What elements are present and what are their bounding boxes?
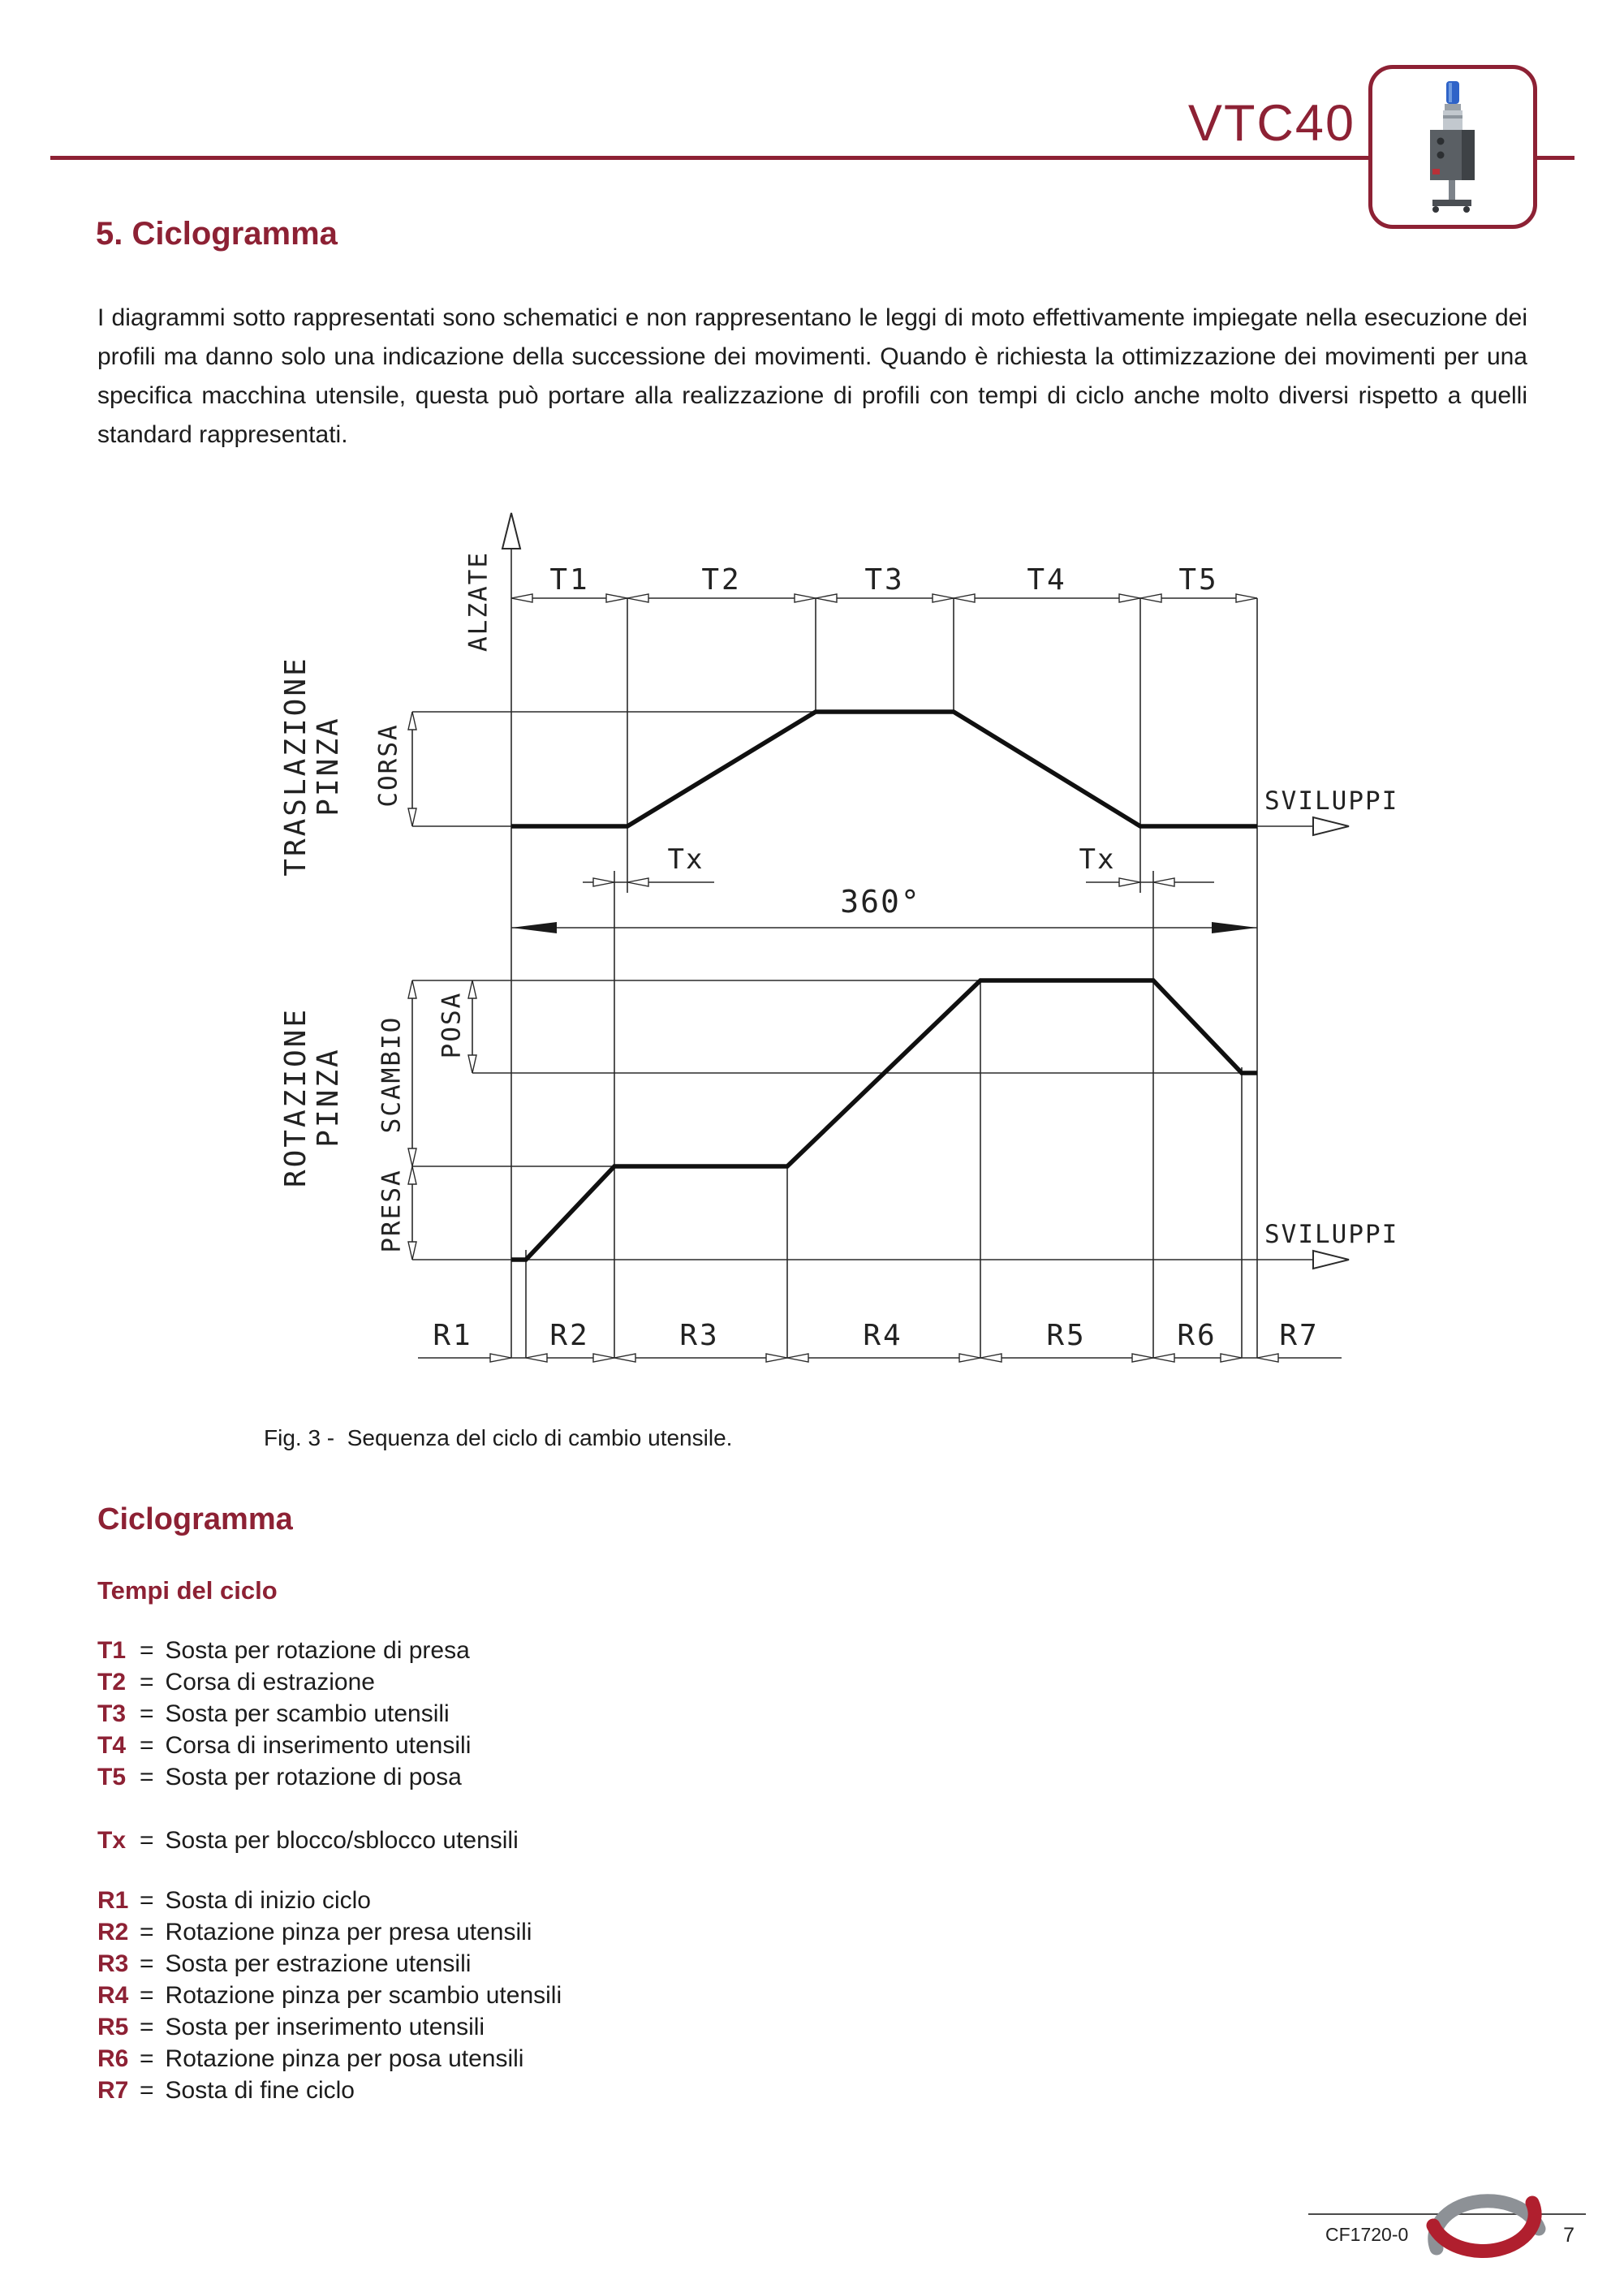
legend-desc: Corsa di estrazione: [165, 1669, 375, 1696]
legend-key: R3: [97, 1950, 129, 1977]
t1-segment-label: T1: [549, 563, 590, 597]
sviluppi-bottom-arrow-icon: [1313, 1251, 1349, 1269]
list-item: [97, 2075, 562, 2106]
tool-foot-2: [1463, 206, 1470, 213]
intro-paragraph: I diagrammi sotto rappresentati sono schematici e non rappresentano le leggi di moto effettivamente impiegate nella esecuzione dei profili ma danno solo una indicazione della successione dei movimenti. Quando è richiesta la ottimizzazione dei movimenti per una specifica macchina utensile, questa può portare alla realizzazione di profili con tempi di ciclo anche molto diversi rispetto a quelli standard rappresentati.: [97, 304, 1527, 448]
axis-arrowheads: [502, 513, 1349, 1269]
tx-right-label: Tx: [1079, 843, 1116, 876]
legend-key: R4: [97, 1982, 129, 2009]
diagram-lines: [412, 549, 1342, 1358]
r-legend-list: [97, 1885, 562, 2106]
posa-label: POSA: [437, 991, 467, 1059]
r2-segment-label: R2: [549, 1319, 590, 1352]
tool-side-face: [1462, 130, 1475, 180]
product-title: VTC40: [1187, 95, 1355, 152]
list-item: [97, 1761, 471, 1793]
tool-collar: [1445, 104, 1461, 110]
r7-segment-label: R7: [1279, 1319, 1320, 1352]
tool-foot-1: [1432, 206, 1439, 213]
legend-desc: Sosta di fine ciclo: [165, 2077, 355, 2104]
legend-desc: Sosta per scambio utensili: [165, 1700, 450, 1727]
legend-desc: Sosta di inizio ciclo: [165, 1887, 371, 1914]
cycle-diagram: [0, 487, 1624, 1461]
legend-desc: Rotazione pinza per scambio utensili: [165, 1982, 562, 2009]
equals-sign: =: [140, 2014, 154, 2040]
presa-label: PRESA: [377, 1169, 407, 1253]
tool-blue-cap: [1446, 81, 1459, 104]
list-item: [97, 2043, 562, 2075]
tool-shaft: [1449, 180, 1455, 200]
r5-segment-label: R5: [1046, 1319, 1087, 1352]
sviluppi-top-label: SVILUPPI: [1264, 786, 1399, 816]
r4-segment-label: R4: [863, 1319, 903, 1352]
alzate-axis-label: ALZATE: [463, 551, 493, 652]
equals-sign: =: [140, 2077, 154, 2104]
list-item: [97, 1916, 562, 1948]
legend-desc: Sosta per inserimento utensili: [165, 2014, 485, 2040]
equals-sign: =: [140, 1919, 154, 1945]
scambio-label: SCAMBIO: [377, 1015, 407, 1134]
legend-desc: Rotazione pinza per posa utensili: [165, 2045, 524, 2072]
list-item: [97, 1730, 471, 1761]
list-item: [97, 1698, 471, 1730]
translation-profile: [511, 712, 1257, 826]
legend-desc: Sosta per rotazione di presa: [165, 1637, 470, 1664]
sviluppi-top-arrow-icon: [1313, 817, 1349, 835]
r6-segment-label: R6: [1177, 1319, 1217, 1352]
traslazione-label: TRASLAZIONE: [279, 656, 312, 877]
t3-segment-label: T3: [864, 563, 905, 597]
legend-desc: Corsa di inserimento utensili: [165, 1732, 472, 1759]
corsa-label: CORSA: [373, 723, 403, 808]
legend-key: T3: [97, 1700, 127, 1727]
tx-legend-row: [97, 1825, 519, 1856]
r1-segment-label: R1: [433, 1319, 473, 1352]
legend-desc: Sosta per estrazione utensili: [165, 1950, 472, 1977]
t-legend-list: [97, 1635, 471, 1793]
legend-key: R7: [97, 2077, 129, 2104]
list-item: [97, 1948, 562, 1980]
section-title: 5. Ciclogramma: [96, 216, 338, 252]
equals-sign: =: [140, 1887, 154, 1914]
tool-hole-1: [1437, 138, 1445, 145]
list-item: [97, 1980, 562, 2011]
r3-segment-label: R3: [679, 1319, 720, 1352]
pinza-top-label: PINZA: [312, 716, 345, 817]
legend-key: T5: [97, 1764, 127, 1790]
legend-title: Ciclogramma: [97, 1502, 293, 1536]
equals-sign: =: [140, 1982, 154, 2009]
list-item: [97, 1635, 471, 1666]
legend-key: R1: [97, 1887, 129, 1914]
tool-base: [1432, 200, 1471, 206]
equals-sign: =: [140, 2045, 154, 2072]
page-number: 7: [1563, 2224, 1574, 2247]
figure-caption: Fig. 3 - Sequenza del ciclo di cambio utensile.: [264, 1425, 733, 1450]
product-thumbnail-box: [1368, 65, 1537, 229]
tool-hole-2: [1437, 152, 1445, 159]
equals-sign: =: [140, 1950, 154, 1977]
tool-groove: [1443, 115, 1462, 118]
legend-key: T1: [97, 1637, 127, 1664]
deg360-label: 360°: [840, 884, 921, 920]
t2-segment-label: T2: [701, 563, 742, 597]
list-item: [97, 2011, 562, 2043]
legend-subtitle: Tempi del ciclo: [97, 1576, 278, 1605]
list-item: [97, 1666, 471, 1698]
brand-logo: [1419, 2178, 1553, 2274]
document-code: CF1720-0: [1325, 2224, 1409, 2245]
motion-profiles: [511, 712, 1257, 1260]
list-item: [97, 1885, 562, 1916]
legend-key: R5: [97, 2014, 129, 2040]
equals-sign: =: [140, 1732, 154, 1759]
header-rule: [50, 156, 1574, 160]
pinza-bottom-label: PINZA: [312, 1047, 345, 1148]
sviluppi-bottom-label: SVILUPPI: [1264, 1220, 1399, 1249]
legend-key: R6: [97, 2045, 129, 2072]
equals-sign: =: [140, 1637, 154, 1664]
rotation-profile: [511, 980, 1257, 1260]
tool-upper-body: [1443, 110, 1462, 130]
legend-key: T4: [97, 1732, 127, 1759]
t5-segment-label: T5: [1178, 563, 1219, 597]
equals-sign: =: [140, 1700, 154, 1727]
legend-desc: Rotazione pinza per presa utensili: [165, 1919, 532, 1945]
legend-key: T2: [97, 1669, 127, 1696]
list-item: [97, 1825, 519, 1856]
equals-sign: =: [140, 1669, 154, 1696]
legend-desc: Sosta per rotazione di posa: [165, 1764, 462, 1790]
legend-key: R2: [97, 1919, 129, 1945]
tx-left-label: Tx: [667, 843, 704, 876]
rotazione-label: ROTAZIONE: [279, 1006, 312, 1188]
legend-key: Tx: [97, 1827, 127, 1854]
tool-highlight: [1449, 83, 1452, 102]
t4-segment-label: T4: [1027, 563, 1067, 597]
tool-changer-image: [1392, 78, 1514, 216]
equals-sign: =: [140, 1827, 154, 1854]
equals-sign: =: [140, 1764, 154, 1790]
alzate-axis-arrow-icon: [502, 513, 520, 549]
tool-red-label: [1432, 169, 1440, 175]
legend-desc: Sosta per blocco/sblocco utensili: [165, 1827, 519, 1854]
